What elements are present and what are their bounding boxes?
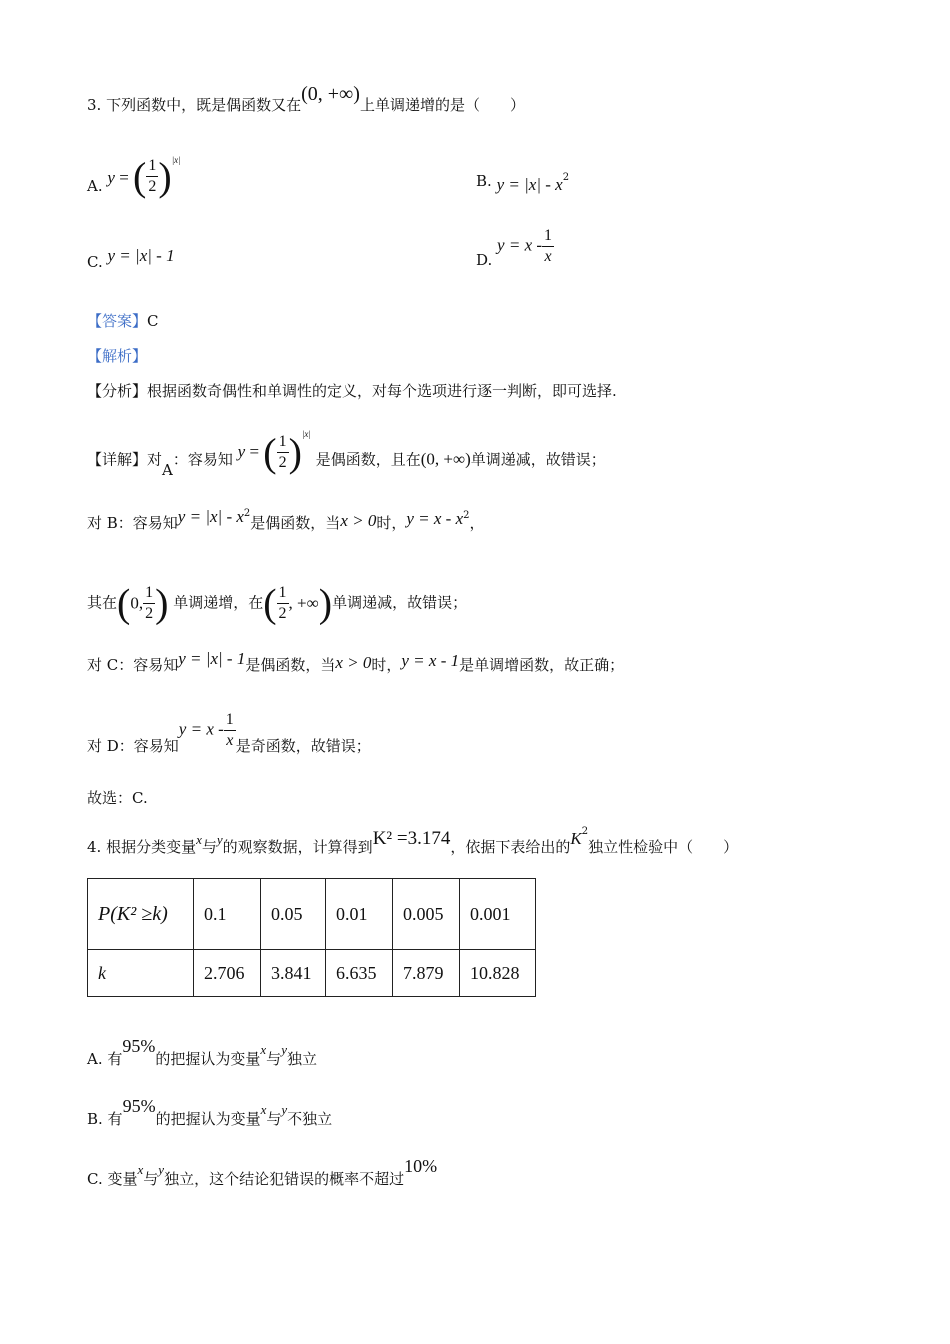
b-line2: 其在(0, $\frac{1}{2}$ ) 单调递增，在( $\frac{1}{2}$ , +∞)单调递减，故错误； xyxy=(87,580,468,626)
b-line2-prefix: 其在 xyxy=(87,593,118,612)
q3-stem: 3. 下列函数中，既是偶函数又在 xyxy=(87,96,302,114)
q4-opt-b-pct: 95% xyxy=(122,1096,156,1116)
c-line xyxy=(87,649,625,675)
d-line-expr: y = x - xyxy=(178,719,224,739)
b-line1-prefix: 对 B：容易知 xyxy=(87,514,178,532)
table-cell: 0.05 xyxy=(261,879,326,950)
q3-opt-c-label: C. xyxy=(87,253,103,271)
q3-opt-d-expr: y = x - xyxy=(497,235,543,255)
table-cell: 7.879 xyxy=(393,950,460,997)
table-row xyxy=(88,950,536,997)
c-line-end: 是单调增函数，故正确； xyxy=(459,656,625,674)
q4-opt-a-label: A. 有 xyxy=(87,1050,123,1068)
c-line-cond: x > 0 xyxy=(335,653,372,672)
q3-opt-c-expr: y = |x| - 1 xyxy=(107,246,175,265)
table-cell: 0.005 xyxy=(393,879,460,950)
q3-answer xyxy=(87,311,159,331)
q3-opt-a-label: A. xyxy=(87,176,103,195)
table-header-cell: k xyxy=(88,950,194,997)
q4-option-c: C. 变量x与y独立，这个结论犯错误的概率不超过10% xyxy=(87,1156,438,1188)
xiangjie-interval: (0, +∞) xyxy=(420,449,471,469)
q4-opt-c-text: 独立，这个结论犯错误的概率不超过 xyxy=(164,1170,405,1188)
d-line: 对 D：容易知y = x - $\frac{1}{x}$ 是奇函数，故错误； xyxy=(87,711,371,755)
q4-stem-e: 独立性检验中（ ） xyxy=(588,838,739,856)
q3-option-b: B. $y = |x| - x^2$ xyxy=(476,172,570,194)
q4-option-a: A. 有95%的把握认为变量x与y独立 xyxy=(87,1036,317,1068)
b-line2-end: 单调递减，故错误； xyxy=(332,593,468,612)
q4-opt-a-text: 的把握认为变量 xyxy=(155,1050,261,1068)
b-line2-mid: 单调递增，在 xyxy=(173,593,264,612)
c-line-expr: y = |x| - 1 xyxy=(178,649,246,668)
q4-opt-b-end: 不独立 xyxy=(287,1110,333,1128)
b-line1-when: 时， xyxy=(376,514,407,532)
xiangjie-line: 【详解】对A：容易知 y = ( $\frac{1}{2}$ )$^{|x|}$ 是偶函数，且在(0, +∞)单调递减，故错误； xyxy=(87,428,606,479)
table-cell: 10.828 xyxy=(460,950,536,997)
table-row xyxy=(88,879,536,950)
c-line-expr2: y = x - 1 xyxy=(401,651,460,670)
answer-value: C xyxy=(147,312,159,330)
q4-stem-b: 与 xyxy=(201,838,217,856)
xiangjie-a: A xyxy=(162,460,173,479)
q4-k2-value: K² =3.174 xyxy=(372,828,451,849)
q4-stem: 4. 根据分类变量x与y的观察数据，计算得到K² =3.174，依据下表给出的$K^2$独立性检验中（ ） xyxy=(87,826,739,856)
q4-opt-a-pct: 95% xyxy=(122,1036,156,1056)
table-cell: 6.635 xyxy=(326,950,393,997)
xiangjie-mid: ：容易知 xyxy=(172,450,233,469)
table-cell: 0.001 xyxy=(460,879,536,950)
b-line1-expr: y = |x| - x xyxy=(177,507,244,526)
q3-option-a: A. y = ( $\frac{1}{2}$ )$^{|x|}$ xyxy=(87,153,181,199)
conclusion: 故选：C. xyxy=(87,789,148,807)
table-cell: 2.706 xyxy=(194,950,261,997)
q3-interval: (0, +∞) xyxy=(301,83,360,105)
b-line1-end: ， xyxy=(469,514,485,532)
q3-stem-end: 上单调递增的是（ ） xyxy=(359,96,525,114)
b-line1: 对 B：容易知$y = |x| - x^2$是偶函数，当x > 0时，$y = x - x^2$， xyxy=(87,507,485,532)
q4-opt-a-with: 与 xyxy=(266,1050,282,1068)
b-line1-cond: x > 0 xyxy=(340,511,377,530)
table-cell: 3.841 xyxy=(261,950,326,997)
d-line-prefix: 对 D：容易知 xyxy=(87,736,179,755)
q3-opt-d-label: D. xyxy=(476,250,493,269)
q3-opt-b-label: B. xyxy=(476,172,492,190)
q4-opt-c-with: 与 xyxy=(143,1170,159,1188)
table-header-cell: P(K² ≥k) xyxy=(88,879,194,950)
q4-opt-b-text: 的把握认为变量 xyxy=(155,1110,261,1128)
b-line1-expr2: y = x - x xyxy=(406,509,464,528)
c-line-when: 时， xyxy=(371,656,402,674)
q4-opt-c-pct: 10% xyxy=(404,1156,438,1176)
q4-opt-a-end: 独立 xyxy=(286,1050,317,1068)
q4-stem-d: ，依据下表给出的 xyxy=(450,838,571,856)
d-line-end: 是奇函数，故错误； xyxy=(235,736,371,755)
q3-option-c xyxy=(87,246,175,271)
q4-opt-b-label: B. 有 xyxy=(87,1110,123,1128)
q4-stem-c: 的观察数据，计算得到 xyxy=(222,838,373,856)
q3-opt-b-expr: y = |x| - x xyxy=(496,175,563,194)
c-line-mid: 是偶函数，当 xyxy=(245,656,336,674)
c-line-prefix: 对 C：容易知 xyxy=(87,656,179,674)
q4-stem-a: 4. 根据分类变量 xyxy=(87,838,197,856)
table-cell: 0.01 xyxy=(326,879,393,950)
q4-option-b: B. 有95%的把握认为变量x与y不独立 xyxy=(87,1096,333,1128)
answer-tag: 【答案】 xyxy=(87,312,148,330)
table-cell: 0.1 xyxy=(194,879,261,950)
critical-value-table xyxy=(87,878,536,997)
q4-opt-b-with: 与 xyxy=(266,1110,282,1128)
xiangjie-prefix: 【详解】对 xyxy=(87,450,163,469)
xiangjie-end: 单调递减，故错误； xyxy=(470,450,606,469)
q3-stem-line xyxy=(87,83,525,115)
q4-opt-c-label: C. 变量 xyxy=(87,1170,138,1188)
q3-option-d: D. y = x - $\frac{1}{x}$ xyxy=(476,227,553,269)
analysis-tag: 【解析】 xyxy=(87,347,148,365)
xiangjie-text: 是偶函数，且在 xyxy=(315,450,421,469)
b-line1-mid: 是偶函数，当 xyxy=(250,514,341,532)
analysis-fenxi: 【分析】根据函数奇偶性和单调性的定义，对每个选项进行逐一判断，即可选择. xyxy=(87,382,617,400)
